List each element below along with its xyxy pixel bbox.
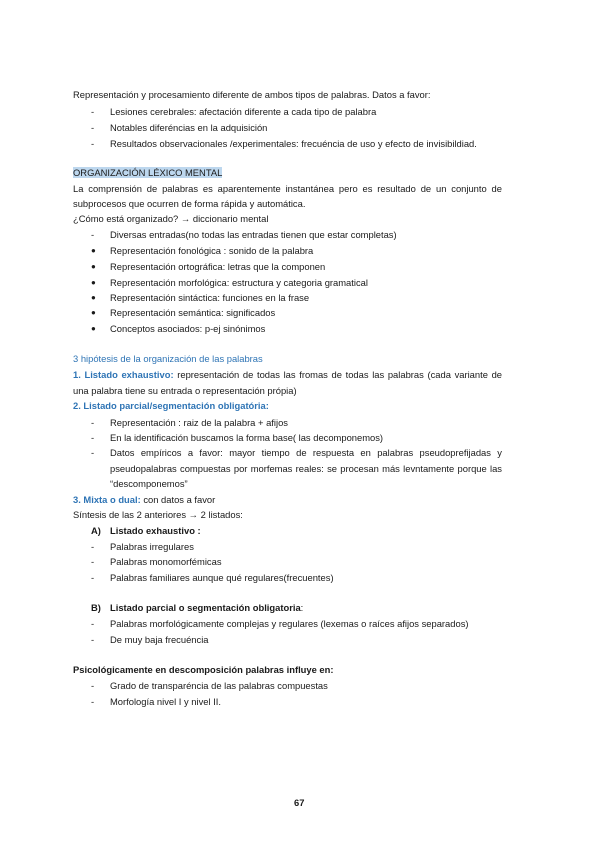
dash-bullet: - <box>91 634 95 645</box>
hipotesis-1-label: 1. Listado exhaustivo: <box>73 369 174 380</box>
list-item: Representación semántica: significados <box>110 307 276 318</box>
dot-bullet-icon: ● <box>91 262 96 271</box>
dash-bullet: - <box>91 447 95 458</box>
list-item: Representación ortográfica: letras que la componen <box>110 261 326 272</box>
hipotesis-2-label: 2. Listado parcial/segmentación obligatória: <box>73 400 269 411</box>
list-item-continuation: pseudopalabras compuestas por morfemas reales: se procesan más levntamente porque las <box>110 463 502 474</box>
list-item: Palabras irregulares <box>110 541 194 552</box>
subsection-title-b-text: Listado parcial o segmentación obligatoria <box>110 602 301 613</box>
subsection-title-b-colon: : <box>300 602 304 613</box>
dash-bullet: - <box>91 618 95 629</box>
list-item: Representación morfológica: estructura y categoria gramatical <box>110 277 368 288</box>
dash-bullet: - <box>91 106 95 117</box>
list-item: Representación : raiz de la palabra + afijos <box>110 417 288 428</box>
hipotesis-1-text: representación de todas las fromas de todas las palabras (cada variante de <box>173 369 503 380</box>
question-line: ¿Cómo está organizado? → diccionario mental <box>73 213 269 224</box>
dash-bullet: - <box>91 556 95 567</box>
list-item: Palabras morfológicamente complejas y regulares (lexemas o raíces afijos separados) <box>110 618 469 629</box>
dot-bullet-icon: ● <box>91 278 96 287</box>
dot-bullet-icon: ● <box>91 293 96 302</box>
list-item: Diversas entradas(no todas las entradas tienen que estar completas) <box>110 229 397 240</box>
paragraph-line: La comprensión de palabras es aparentemente instantánea pero es resultado de un conjunto de <box>73 183 502 194</box>
dot-bullet-icon: ● <box>91 324 96 333</box>
dash-bullet: - <box>91 432 95 443</box>
dot-bullet-icon: ● <box>91 308 96 317</box>
list-item: Lesiones cerebrales: afectación diferente a cada tipo de palabra <box>110 106 377 117</box>
organizacion-heading: ORGANIZACIÓN LÉXICO MENTAL <box>73 167 223 178</box>
list-marker-b: B) <box>91 602 101 613</box>
list-item: De muy baja frecuéncia <box>110 634 209 645</box>
list-item: Grado de transparéncia de las palabras compuestas <box>110 680 328 691</box>
list-item: Resultados observacionales /experimentales: frecuéncia de uso y efecto de invisibildiad. <box>110 138 477 149</box>
list-item: Representación fonológica : sonido de la palabra <box>110 245 314 256</box>
list-item: En la identificación buscamos la forma base( las decomponemos) <box>110 432 384 443</box>
dash-bullet: - <box>91 680 95 691</box>
list-item: Palabras monomorfémicas <box>110 556 222 567</box>
hipotesis-3-label: 3. Mixta o dual: <box>73 494 141 505</box>
subsection-title-a: Listado exhaustivo : <box>110 525 201 536</box>
dash-bullet: - <box>91 572 95 583</box>
list-item: Conceptos asociados: p-ej sinónimos <box>110 323 266 334</box>
dash-bullet: - <box>91 417 95 428</box>
psico-heading: Psicológicamente en descomposición palabras influye en: <box>73 664 334 675</box>
list-item: Palabras familiares aunque qué regulares(frecuentes) <box>110 572 334 583</box>
list-marker-a: A) <box>91 525 101 536</box>
hipotesis-heading: 3 hipótesis de la organización de las palabras <box>73 353 263 364</box>
paragraph-line: una palabra tiene su entrada o representación própia) <box>73 385 297 396</box>
sintesis-line: Síntesis de las 2 anteriores → 2 listados: <box>73 509 243 520</box>
dash-bullet: - <box>91 122 95 133</box>
list-item: Datos empíricos a favor: mayor tiempo de respuesta en palabras pseudoprefijadas y <box>110 447 502 458</box>
dash-bullet: - <box>91 696 95 707</box>
subsection-title-b <box>110 602 303 614</box>
list-item-continuation: “descomponemos” <box>110 478 188 489</box>
hipotesis-3-line <box>73 494 215 506</box>
section-heading <box>73 167 222 179</box>
list-item: Notables diferéncias en la adquisición <box>110 122 268 133</box>
dash-bullet: - <box>91 541 95 552</box>
list-item: Morfología nivel I y nivel II. <box>110 696 221 707</box>
page-number: 67 <box>294 797 305 808</box>
intro-line: Representación y procesamiento diferente de ambos tipos de palabras. Datos a favor: <box>73 89 431 100</box>
dash-bullet: - <box>91 138 95 149</box>
hipotesis-1-line <box>73 369 502 381</box>
dash-bullet: - <box>91 229 95 240</box>
hipotesis-3-text: con datos a favor <box>140 494 216 505</box>
paragraph-line: subprocesos que ocurren de forma rápida y automática. <box>73 198 306 209</box>
dot-bullet-icon: ● <box>91 246 96 255</box>
list-item: Representación sintáctica: funciones en la frase <box>110 292 310 303</box>
